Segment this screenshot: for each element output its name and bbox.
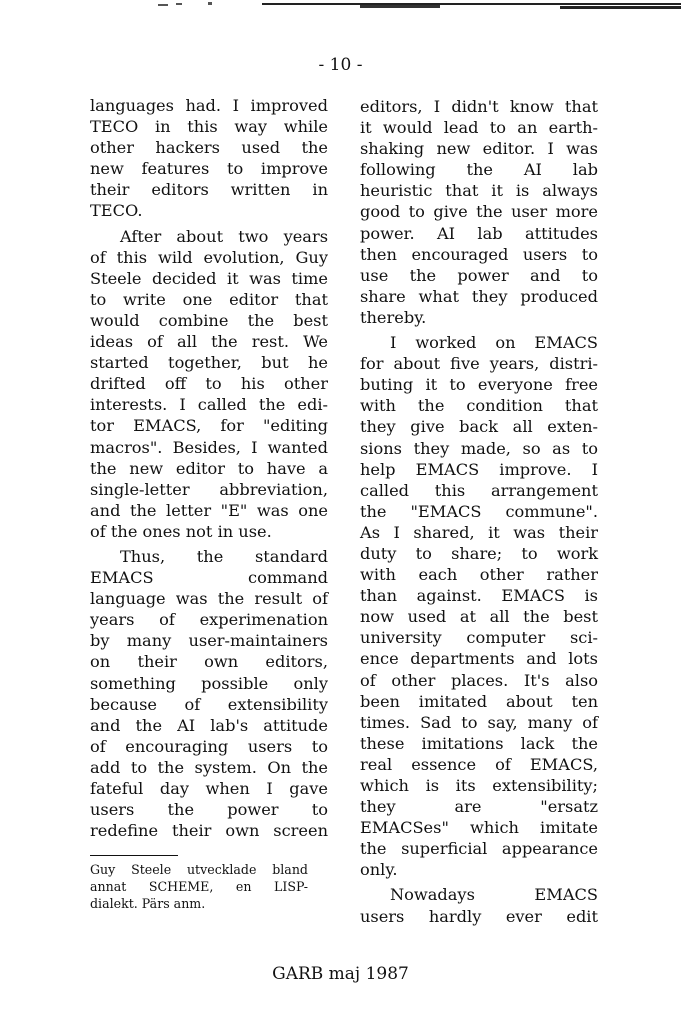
text-line: than against. EMACS is [360, 586, 598, 606]
footnote-line: annat SCHEME, en LISP- [90, 879, 308, 895]
text-line: sions they made, so as to [360, 438, 598, 458]
text-line: EMACS command [90, 568, 328, 588]
text-line: use the power and to [360, 265, 598, 285]
text-line: I worked on EMACS [390, 333, 598, 353]
text-line: add to the system. On the [90, 757, 328, 777]
text-line: heuristic that it is always [360, 181, 598, 201]
text-line: other hackers used the [90, 138, 328, 158]
text-line: editors, I didn't know that [360, 97, 598, 116]
text-line: good to give the user more [360, 202, 598, 222]
text-line: shaking new editor. I was [360, 139, 598, 159]
text-line: following the AI lab [360, 160, 598, 180]
text-line: real essence of EMACS, [360, 754, 598, 774]
text-line: the superficial appearance [360, 839, 598, 859]
text-line: and the letter "E" was one [90, 500, 328, 520]
text-line: TECO in this way while [90, 117, 328, 137]
footnote-line: Guy Steele utvecklade bland [90, 862, 308, 877]
text-line: EMACSes" which imitate [360, 818, 598, 838]
right-column [360, 96, 598, 927]
scan-rule-thick [360, 5, 440, 8]
scan-rule [262, 3, 681, 5]
text-line: by many user-maintainers [90, 631, 328, 651]
text-line: to write one editor that [90, 289, 328, 309]
text-line: of the ones not in use. [90, 521, 272, 541]
text-line: because of extensibility [90, 694, 328, 714]
text-line: language was the result of [90, 589, 328, 609]
text-line: university computer sci- [360, 628, 598, 648]
footnote-line: dialekt. Pärs anm. [90, 896, 206, 912]
text-line: share what they produced [360, 286, 598, 306]
paragraph [90, 546, 328, 841]
text-line: thereby. [360, 307, 427, 327]
text-line: of other places. It's also [360, 670, 598, 690]
text-line: it would lead to an earth- [360, 118, 598, 138]
text-line: they are "ersatz [360, 797, 598, 817]
text-line: times. Sad to say, many of [360, 712, 598, 732]
scan-rule-right [560, 6, 681, 9]
text-line: with the condition that [360, 396, 598, 416]
text-line: help EMACS improve. I [360, 459, 598, 479]
text-line: on their own editors, [90, 652, 328, 672]
paragraph [90, 226, 328, 542]
text-line: As I shared, it was their [360, 522, 598, 542]
text-line: single-letter abbreviation, [90, 479, 328, 499]
text-line: Nowadays EMACS [390, 885, 598, 905]
text-line: After about two years [120, 226, 328, 246]
text-line: Steele decided it was time [90, 268, 328, 288]
text-line: years of experimenation [90, 610, 328, 630]
text-line: with each other rather [360, 565, 598, 585]
page-footer: GARB maj 1987 [272, 964, 409, 984]
text-line: power. AI lab attitudes [360, 223, 598, 243]
text-line: these imitations lack the [360, 733, 598, 753]
footnote-rule [90, 855, 178, 856]
text-line: only. [360, 860, 398, 880]
text-line: for about five years, distri- [360, 354, 598, 374]
text-line: something possible only [90, 673, 328, 693]
footnote [90, 861, 308, 913]
text-line: tor EMACS, for "editing [90, 416, 328, 436]
scan-speck [158, 4, 168, 6]
text-line: ideas of all the rest. We [90, 332, 328, 352]
text-line: they give back all exten- [360, 417, 598, 437]
text-line: users the power to [90, 800, 328, 820]
text-line: new features to improve [90, 159, 328, 179]
scan-edge-marks [0, 0, 681, 12]
text-line: ence departments and lots [360, 649, 598, 669]
text-line: TECO. [90, 201, 143, 221]
text-line: of encouraging users to [90, 736, 328, 756]
text-line: languages had. I improved [90, 96, 328, 115]
scan-speck [176, 3, 182, 5]
text-line: users hardly ever edit [360, 906, 598, 926]
page-number: - 10 - [318, 55, 363, 75]
text-line: which is its extensibility; [360, 776, 598, 795]
text-line: interests. I called the edi- [90, 395, 328, 415]
text-line: macros". Besides, I wanted [90, 437, 328, 457]
paragraph [360, 884, 598, 926]
text-line: Thus, the standard [120, 546, 328, 566]
text-line: now used at all the best [360, 607, 598, 627]
text-line: their editors written in [90, 180, 328, 200]
text-line: the new editor to have a [90, 458, 328, 478]
text-line: called this arrangement [360, 480, 598, 500]
paragraph [90, 95, 328, 222]
paragraph [360, 332, 598, 880]
text-line: been imitated about ten [360, 691, 598, 711]
text-line: the "EMACS commune". [360, 501, 598, 521]
scan-speck [208, 2, 212, 5]
paragraph [360, 96, 598, 328]
text-line: buting it to everyone free [360, 375, 598, 395]
text-line: would combine the best [90, 310, 328, 330]
text-line: drifted off to his other [90, 374, 328, 394]
text-line: redefine their own screen [90, 821, 328, 841]
text-line: and the AI lab's attitude [90, 715, 328, 735]
text-line: started together, but he [90, 353, 328, 373]
text-line: of this wild evolution, Guy [90, 247, 328, 267]
text-line: fateful day when I gave [90, 779, 328, 798]
left-column [90, 95, 328, 841]
text-line: then encouraged users to [360, 244, 598, 264]
text-line: duty to share; to work [360, 543, 598, 563]
